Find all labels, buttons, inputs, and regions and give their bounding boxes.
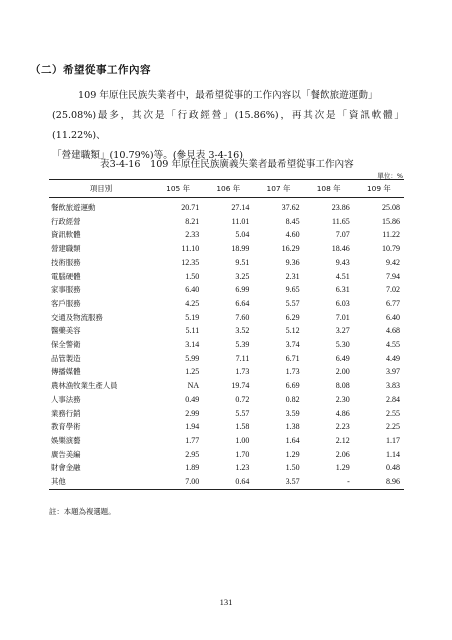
row-label: 客戶服務 [51,298,81,308]
table-cell: 5.99 [185,353,200,363]
table-cell: 3.97 [386,367,400,377]
table-cell: 6.31 [335,285,350,295]
table-cell: 1.94 [185,422,200,432]
table-cell: 6.77 [386,298,400,308]
table-cell: 23.86 [331,203,350,212]
table-cell: 6.69 [285,381,300,391]
table-cell: 5.57 [285,298,300,308]
row-label: 交通及物流服務 [51,312,103,322]
table-cell: 6.49 [335,353,350,363]
table-cell: 2.25 [386,422,400,432]
row-label: 家事服務 [51,285,81,295]
header-year-108: 108 年 [304,180,354,198]
row-label: 農林漁牧業生產人員 [51,381,118,391]
row-label: 資訊軟體 [51,230,81,240]
table-cell: - [304,475,354,489]
table-cell: NA [187,381,200,391]
header-year-109: 109 年 [354,180,404,198]
table-cell: 1.73 [285,367,300,377]
table-cell: 3.27 [335,326,350,336]
table-row [49,198,404,215]
table-cell: 5.19 [185,312,200,322]
table-cell: 1.50 [185,271,200,281]
table-cell: 0.82 [285,394,300,404]
data-table [49,179,404,490]
table-cell: 4.60 [285,230,300,240]
table-cell: 19.74 [231,381,250,391]
row-label: 行政經營 [51,216,81,226]
table-cell: 11.22 [382,230,400,240]
table-row [49,365,404,379]
table-cell: 8.21 [185,216,200,226]
table-row [49,283,404,297]
table-cell: 9.42 [386,257,400,267]
table-cell: 7.60 [235,312,250,322]
table-cell: 6.29 [285,312,300,322]
table-cell: 3.14 [185,340,200,350]
table-cell: 1.00 [235,435,250,445]
table-row [49,270,404,284]
table-cell: 1.29 [335,463,350,473]
table-cell: 7.00 [153,475,203,489]
table-cell: 6.71 [285,353,300,363]
table-cell: 3.74 [285,340,300,350]
table-cell: 1.70 [235,449,250,459]
table-cell: 3.25 [235,271,250,281]
table-cell: 0.48 [386,463,400,473]
table-header-row [49,180,404,198]
table-cell: 18.46 [331,244,350,254]
table-cell: 18.99 [231,244,250,254]
table-cell: 2.55 [386,408,400,418]
table-cell: 1.25 [185,367,200,377]
table-row [49,461,404,475]
row-label: 廣告美編 [51,449,81,459]
table-cell: 1.50 [285,463,300,473]
row-label: 電腦硬體 [51,271,81,281]
table-cell: 4.49 [386,353,400,363]
table-row [49,324,404,338]
table-cell: 3.52 [235,326,250,336]
table-cell: 12.35 [181,257,200,267]
table-cell: 27.14 [231,203,250,212]
table-cell: 6.64 [235,298,250,308]
table-cell: 4.25 [185,298,200,308]
header-category: 項目別 [49,180,153,198]
table-cell: 1.77 [185,435,200,445]
row-label: 保全警衛 [51,340,81,350]
table-cell: 1.29 [285,449,300,459]
table-row [49,242,404,256]
table-cell: 20.71 [181,203,200,212]
row-label: 餐飲旅遊運動 [51,203,96,212]
table-cell: 2.00 [335,367,350,377]
table-cell: 8.45 [285,216,300,226]
table-cell: 7.01 [335,312,350,322]
table-cell: 9.43 [335,257,350,267]
table-row [49,297,404,311]
table-cell: 3.57 [253,475,303,489]
table-cell: 16.29 [281,244,300,254]
table-cell: 6.99 [235,285,250,295]
table-cell: 2.30 [335,394,350,404]
table-caption: 表3-4-16 109 年原住民族廣義失業者最希望從事工作內容 [100,159,354,170]
table-cell: 5.57 [235,408,250,418]
table-cell: 4.55 [386,340,400,350]
table-cell: 8.96 [354,475,404,489]
table-cell: 0.72 [235,394,250,404]
table-cell: 9.65 [285,285,300,295]
row-label: 業務行銷 [51,408,81,418]
table-cell: 3.59 [285,408,300,418]
table-cell: 8.08 [335,381,350,391]
table-row [49,338,404,352]
table-cell: 4.68 [386,326,400,336]
table-cell: 4.51 [335,271,350,281]
table-cell: 7.02 [386,285,400,295]
paragraph-line-2: (25.08%)最多，其次是「行政經營」(15.86%)，再其次是「資訊軟體」(11.22%)、 [52,110,404,141]
table-cell: 4.86 [335,408,350,418]
table-cell: 2.23 [335,422,350,432]
table-cell: 7.11 [235,353,250,363]
row-label: 品管製造 [51,353,81,363]
table-cell: 6.40 [185,285,200,295]
table-cell: 1.14 [386,449,400,459]
table-cell: 11.01 [231,216,250,226]
row-label: 娛樂演藝 [51,435,81,445]
table-cell: 2.95 [185,449,200,459]
row-label: 傳播媒體 [51,367,81,377]
table-cell: 5.12 [285,326,300,336]
table-cell: 5.30 [335,340,350,350]
table-cell: 0.49 [185,394,200,404]
table-row [49,475,404,489]
table-cell: 1.64 [285,435,300,445]
table-cell: 5.11 [185,326,200,336]
table-row [49,311,404,325]
table-cell: 1.17 [386,435,400,445]
table-cell: 2.33 [185,230,200,240]
table-cell: 3.83 [386,381,400,391]
table-cell: 5.39 [235,340,250,350]
table-cell: 6.03 [335,298,350,308]
header-year-107: 107 年 [253,180,303,198]
paragraph-line-3: 「營建職類」(10.79%)等。(參見表 3-4-16) [52,150,244,161]
table-row [49,256,404,270]
table-cell: 10.79 [382,244,400,254]
table-cell: 0.64 [203,475,253,489]
table-cell: 1.23 [235,463,250,473]
table-cell: 2.31 [285,271,300,281]
table-cell: 7.94 [386,271,400,281]
table-body [49,198,404,490]
table-cell: 6.40 [386,312,400,322]
table-row [49,393,404,407]
table-row [49,215,404,229]
table-cell: 11.65 [332,216,350,226]
body-paragraph [52,86,404,166]
table-cell: 2.84 [386,394,400,404]
table-cell: 2.06 [335,449,350,459]
row-label: 教育學術 [51,422,81,432]
table-cell: 2.12 [335,435,350,445]
row-label: 醫藥美容 [51,326,81,336]
table-note: 註：本題為複選題。 [49,507,116,516]
table-cell: 9.36 [285,257,300,267]
table-row [49,379,404,393]
table-cell: 11.10 [181,244,200,254]
table-cell: 1.58 [235,422,250,432]
table-cell: 37.62 [281,203,300,212]
table-cell: 1.89 [185,463,200,473]
table-unit: 單位：% [377,172,403,180]
table-cell: 15.86 [382,216,400,226]
row-label: 其他 [49,475,153,489]
table-row [49,448,404,462]
table-row [49,434,404,448]
row-label: 財會金融 [51,463,81,473]
table-row [49,352,404,366]
table-cell: 1.73 [235,367,250,377]
page-number: 131 [219,597,233,607]
row-label: 營建職類 [51,244,81,254]
table-cell: 1.38 [285,422,300,432]
table-cell: 2.99 [185,408,200,418]
paragraph-line-1: 109 年原住民族失業者中，最希望從事的工作內容以「餐飲旅遊運動」 [78,90,378,101]
header-year-105: 105 年 [153,180,203,198]
row-label: 技術服務 [51,257,81,267]
table-cell: 9.51 [235,257,250,267]
table-cell: 25.08 [382,203,400,212]
table-cell: 5.04 [235,230,250,240]
header-year-106: 106 年 [203,180,253,198]
table-row [49,420,404,434]
row-label: 人事法務 [51,394,81,404]
section-heading: （二）希望從事工作內容 [30,64,151,76]
table-row [49,407,404,421]
table-cell: 7.07 [335,230,350,240]
table-row [49,228,404,242]
